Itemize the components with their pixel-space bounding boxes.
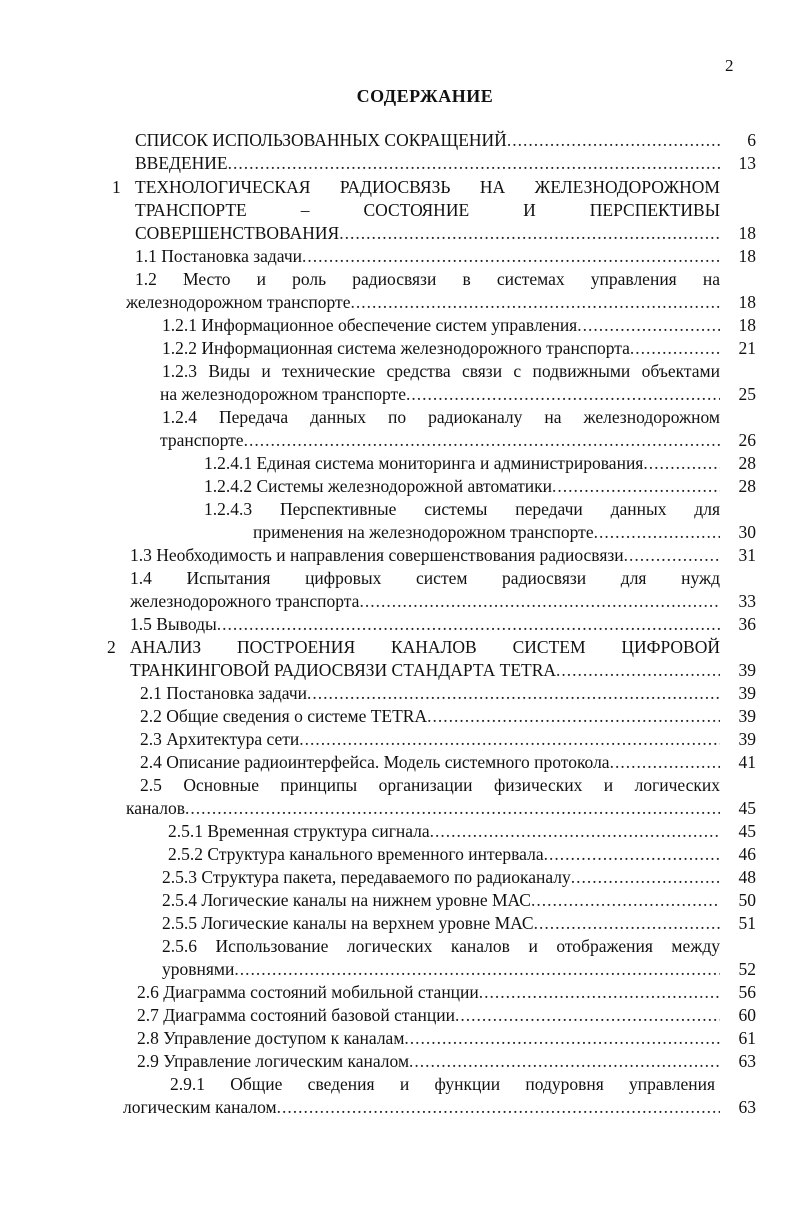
toc-entry-1-4-line-1: 1.4 Испытания цифровых систем радиосвязи для нужд [130, 568, 720, 588]
toc-page-number: 46 [738, 844, 756, 864]
toc-entry-chapter-1-line-3: СОВЕРШЕНСТВОВАНИЯ ..... [135, 222, 720, 245]
dot-leader [610, 751, 720, 774]
toc-page-number: 61 [738, 1028, 756, 1048]
dot-leader [409, 1050, 720, 1073]
toc-entry-2-4: 2.4 Описание радиоинтерфейса. Модель системного протокола ..... [140, 751, 720, 774]
toc-entry-introduction: ВВЕДЕНИЕ ..... [135, 152, 720, 175]
dot-leader [185, 797, 720, 820]
toc-page-number: 6 [747, 130, 756, 150]
toc-page-number: 18 [738, 315, 756, 335]
toc-page-number: 39 [738, 729, 756, 749]
toc-page-number: 18 [738, 292, 756, 312]
dot-leader [350, 291, 720, 314]
chapter-number: 1 [112, 177, 121, 197]
toc-entry-2-8: 2.8 Управление доступом к каналам ..... [137, 1027, 720, 1050]
toc-entry-2-9-1-line-1: 2.9.1 Общие сведения и функции подуровня управления [170, 1074, 715, 1094]
dot-leader [556, 659, 720, 682]
dot-leader [404, 1027, 720, 1050]
toc-entry-1-2-line-1: 1.2 Место и роль радиосвязи в системах управления на [135, 269, 720, 289]
toc-entry-1-2-3-line-2: на железнодорожном транспорте ..... [160, 383, 720, 406]
dot-leader [406, 383, 720, 406]
dot-leader [571, 866, 720, 889]
toc-page-number: 56 [738, 982, 756, 1002]
toc-entry-2-9-1-line-2: логическим каналом ..... [123, 1096, 720, 1119]
toc-page-number: 48 [738, 867, 756, 887]
dot-leader [624, 544, 720, 567]
toc-entry-chapter-1-line-2: ТРАНСПОРТЕ – СОСТОЯНИЕ И ПЕРСПЕКТИВЫ [135, 200, 720, 220]
toc-page-number: 50 [738, 890, 756, 910]
toc-page-number: 51 [738, 913, 756, 933]
toc-entry-2-2: 2.2 Общие сведения о системе TETRA ..... [140, 705, 720, 728]
toc-entry-1-2-4-3-line-2: применения на железнодорожном транспорте ..... [253, 521, 720, 544]
chapter-number: 2 [107, 637, 116, 657]
toc-entry-2-5-6-line-1: 2.5.6 Использование логических каналов и отображения между [162, 936, 720, 956]
dot-leader [244, 429, 720, 452]
toc-entry-2-6: 2.6 Диаграмма состояний мобильной станции ..... [137, 981, 720, 1004]
dot-leader [531, 889, 720, 912]
toc-page-number: 60 [738, 1005, 756, 1025]
toc-entry-1-3: 1.3 Необходимость и направления совершенствования радиосвязи ..... [130, 544, 720, 567]
dot-leader [479, 981, 720, 1004]
toc-entry-2-5-2: 2.5.2 Структура канального временного интервала ..... [168, 843, 720, 866]
toc-entry-2-9: 2.9 Управление логическим каналом ..... [137, 1050, 720, 1073]
dot-leader [307, 682, 720, 705]
toc-entry-1-2-4-1: 1.2.4.1 Единая система мониторинга и администрирования ..... [204, 452, 720, 475]
toc-entry-abbreviations: СПИСОК ИСПОЛЬЗОВАННЫХ СОКРАЩЕНИЙ ..... [135, 129, 720, 152]
toc-entry-1-2-4-3-line-1: 1.2.4.3 Перспективные системы передачи данных для [204, 499, 720, 519]
toc-entry-chapter-2-line-2: ТРАНКИНГОВОЙ РАДИОСВЯЗИ СТАНДАРТА TETRA ..... [130, 659, 720, 682]
toc-entry-1-4-line-2: железнодорожного транспорта ..... [130, 590, 720, 613]
toc-entry-2-3: 2.3 Архитектура сети ..... [140, 728, 720, 751]
page-number: 2 [725, 56, 734, 75]
dot-leader [507, 129, 720, 152]
toc-page-number: 39 [738, 683, 756, 703]
toc-entry-2-1: 2.1 Постановка задачи ..... [140, 682, 720, 705]
dot-leader [277, 1096, 720, 1119]
dot-leader [630, 337, 720, 360]
dot-leader [643, 452, 720, 475]
toc-entry-chapter-2-line-1: АНАЛИЗ ПОСТРОЕНИЯ КАНАЛОВ СИСТЕМ ЦИФРОВОЙ [130, 637, 720, 657]
toc-entry-2-5-1: 2.5.1 Временная структура сигнала ..... [168, 820, 720, 843]
toc-entry-2-5-line-2: каналов ..... [126, 797, 720, 820]
toc-entry-2-5-3: 2.5.3 Структура пакета, передаваемого по радиоканалу ..... [162, 866, 720, 889]
toc-page-number: 52 [738, 959, 756, 979]
dot-leader [427, 705, 720, 728]
dot-leader [228, 152, 720, 175]
dot-leader [552, 475, 720, 498]
toc-entry-2-5-5: 2.5.5 Логические каналы на верхнем уровне МАС ..... [162, 912, 720, 935]
toc-entry-2-5-6-line-2: уровнями ..... [162, 958, 720, 981]
dot-leader [534, 912, 720, 935]
toc-page-number: 25 [738, 384, 756, 404]
toc-entry-1-1: 1.1 Постановка задачи ..... [135, 245, 720, 268]
toc-page-number: 39 [738, 660, 756, 680]
toc-page-number: 33 [738, 591, 756, 611]
toc-entry-1-2-4-line-2: транспорте ..... [160, 429, 720, 452]
toc-entry-1-2-4-2: 1.2.4.2 Системы железнодорожной автоматики ..... [204, 475, 720, 498]
toc-entry-1-2-2: 1.2.2 Информационная система железнодорожного транспорта ..... [162, 337, 720, 360]
toc-page-number: 31 [738, 545, 756, 565]
toc-page-number: 21 [738, 338, 756, 358]
toc-entry-2-7: 2.7 Диаграмма состояний базовой станции ..... [137, 1004, 720, 1027]
toc-page-number: 30 [738, 522, 756, 542]
toc-page-number: 39 [738, 706, 756, 726]
toc-page-number: 63 [738, 1051, 756, 1071]
toc-page-number: 41 [738, 752, 756, 772]
dot-leader [455, 1004, 720, 1027]
dot-leader [302, 245, 720, 268]
toc-entry-1-2-4-line-1: 1.2.4 Передача данных по радиоканалу на железнодорожном [162, 407, 720, 427]
toc-entry-1-2-3-line-1: 1.2.3 Виды и технические средства связи с подвижными объектами [162, 361, 720, 381]
toc-page-number: 45 [738, 798, 756, 818]
dot-leader [359, 590, 720, 613]
dot-leader [544, 843, 720, 866]
dot-leader [217, 613, 720, 636]
toc-entry-2-5-line-1: 2.5 Основные принципы организации физических и логических [140, 775, 720, 795]
toc-page-number: 13 [738, 153, 756, 173]
dot-leader [339, 222, 720, 245]
toc-page-number: 28 [738, 453, 756, 473]
toc-page-number: 26 [738, 430, 756, 450]
toc-page-number: 36 [738, 614, 756, 634]
dot-leader [594, 521, 720, 544]
toc-page-number: 45 [738, 821, 756, 841]
dot-leader [299, 728, 720, 751]
toc-entry-chapter-1-line-1: ТЕХНОЛОГИЧЕСКАЯ РАДИОСВЯЗЬ НА ЖЕЛЕЗНОДОРОЖНОМ [135, 177, 720, 197]
toc-entry-1-5: 1.5 Выводы ..... [130, 613, 720, 636]
toc-page-number: 18 [738, 246, 756, 266]
toc-entry-2-5-4: 2.5.4 Логические каналы на нижнем уровне МАС ..... [162, 889, 720, 912]
toc-page-number: 28 [738, 476, 756, 496]
toc-page-number: 18 [738, 223, 756, 243]
page-title: СОДЕРЖАНИЕ [356, 86, 494, 106]
toc-entry-1-2-line-2: железнодорожном транспорте ..... [126, 291, 720, 314]
toc-entry-1-2-1: 1.2.1 Информационное обеспечение систем управления ..... [162, 314, 720, 337]
toc-page-number: 63 [738, 1097, 756, 1117]
dot-leader [577, 314, 720, 337]
dot-leader [234, 958, 720, 981]
dot-leader [430, 820, 720, 843]
